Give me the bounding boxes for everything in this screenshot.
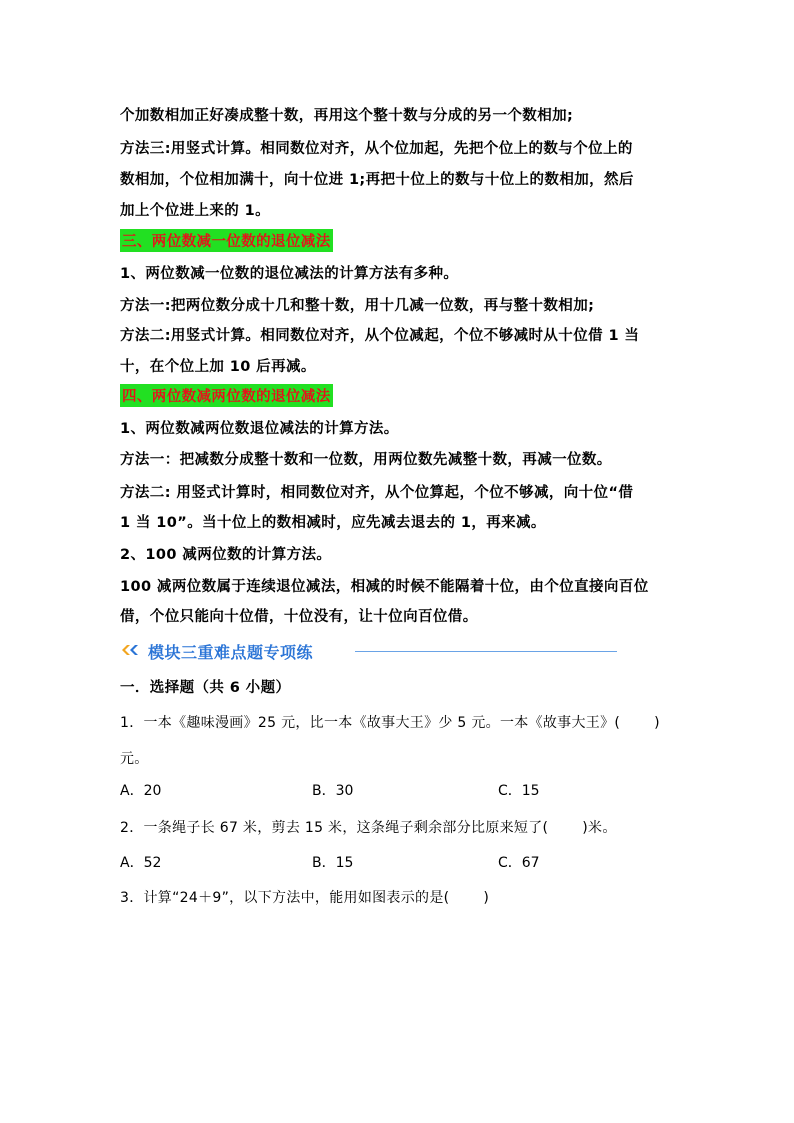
question-1-cont: 元。 xyxy=(120,751,149,767)
section-heading-4: 四、两位数减两位数的退位减法 xyxy=(120,384,333,407)
section-heading-3: 三、两位数减一位数的退位减法 xyxy=(120,229,333,252)
text-line: 2、100 减两位数的计算方法。 xyxy=(120,547,332,563)
option-a[interactable]: A．52 xyxy=(120,855,162,871)
question-3-stem: 3．计算“24＋9”，以下方法中，能用如图表示的是( xyxy=(120,890,450,906)
text-line: 1、两位数减一位数的退位减法的计算方法有多种。 xyxy=(120,266,459,282)
text-line: 1、两位数减两位数退位减法的计算方法。 xyxy=(120,421,399,437)
question-2 xyxy=(120,817,617,837)
text-line: 方法一：把减数分成整十数和一位数，用两位数先减整十数，再减一位数。 xyxy=(120,452,612,468)
text-line: 个加数相加正好凑成整十数，再用这个整十数与分成的另一个数相加; xyxy=(120,108,574,124)
text-line: 100 减两位数属于连续退位减法，相减的时候不能隔着十位，由个位直接向百位 xyxy=(120,579,649,595)
question-2-close: )米。 xyxy=(582,820,617,836)
text-line: 方法二: 用竖式计算时，相同数位对齐，从个位算起，个位不够减，向十位“借 xyxy=(120,485,634,501)
question-1 xyxy=(120,712,660,732)
option-b[interactable]: B．15 xyxy=(312,855,354,871)
question-3-close: ) xyxy=(483,890,490,906)
module-title: 模块三重难点题专项练 xyxy=(148,643,314,662)
text-line: 方法三:用竖式计算。相同数位对齐，从个位加起，先把个位上的数与个位上的 xyxy=(120,141,633,157)
module-rule xyxy=(355,651,617,652)
question-1-close: ) xyxy=(654,715,660,731)
module-banner xyxy=(120,640,620,662)
option-c[interactable]: C．67 xyxy=(498,855,540,871)
question-1-stem: 1．一本《趣味漫画》25 元，比一本《故事大王》少 5 元。一本《故事大王》( xyxy=(120,715,621,731)
option-b[interactable]: B．30 xyxy=(312,783,354,799)
section-heading: 一．选择题（共 6 小题） xyxy=(120,680,291,696)
option-c[interactable]: C．15 xyxy=(498,783,540,799)
double-chevron-icon xyxy=(120,642,142,658)
text-line: 加上个位进上来的 1。 xyxy=(120,203,271,219)
text-line: 方法二:用竖式计算。相同数位对齐，从个位减起，个位不够减时从十位借 1 当 xyxy=(120,328,640,344)
text-line: 借，个位只能向十位借，十位没有，让十位向百位借。 xyxy=(120,609,478,625)
text-line: 十，在个位上加 10 后再减。 xyxy=(120,359,316,375)
option-a[interactable]: A．20 xyxy=(120,783,162,799)
text-line: 数相加，个位相加满十，向十位进 1;再把十位上的数与十位上的数相加，然后 xyxy=(120,172,634,188)
question-3 xyxy=(120,887,489,907)
question-2-stem: 2．一条绳子长 67 米，剪去 15 米，这条绳子剩余部分比原来短了( xyxy=(120,820,549,836)
text-line: 1 当 10”。当十位上的数相减时，应先减去退去的 1，再来减。 xyxy=(120,515,546,531)
text-line: 方法一:把两位数分成十几和整十数，用十几减一位数，再与整十数相加; xyxy=(120,298,595,314)
